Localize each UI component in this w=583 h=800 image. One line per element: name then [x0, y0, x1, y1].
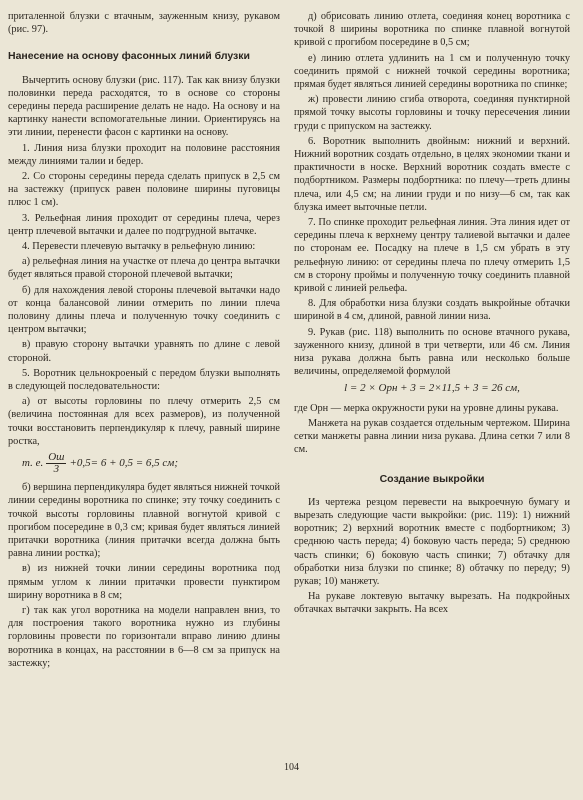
formula-sleeve-length: l = 2 × Орн + 3 = 2×11,5 + 3 = 26 см, [344, 382, 520, 395]
paragraph: а) от высоты горловины по плечу отмерить 2,5 см (величина постоянная для всех размеров), из полученной точки восстановить перпендикуляр к плечу, равный ширине ростка, [8, 396, 280, 447]
paragraph: в) правую сторону вытачки уравнять по длине с левой стороной. [8, 339, 280, 364]
paragraph: Из чертежа резцом перевести на выкроечную бумагу и вырезать следующие части выкройки: (рис. 119): 1) нижний воротник; 2) верхний воротник вместе с подбортником; 3) среднюю часть переда; 4) боковую часть переда; 5) среднюю часть спинки; 6) боковую часть спинки; 7) обтачку для обработки низа блузки по спинке; 8) обтачку по переду; 9) рукав; 10) манжету. [294, 496, 570, 587]
formula-denominator: 3 [53, 463, 60, 476]
paragraph: На рукаве локтевую вытачку вырезать. На подкройных обтачках вытачки закрыть. На всех [294, 591, 570, 616]
paragraph: 7. По спинке проходит рельефная линия. Эта линия идет от середины плеча к верхнему центру талиевой вытачки и далее по сторонам ее. Посадку на плече в 1,5 см убрать в эту рельефную линию: от середины плеча по плечу отмерить 1,5 см в сторону проймы и полученную точку соединить плавной кривой с линией рельефа. [294, 217, 570, 295]
intro-text: приталенной блузки с втачным, зауженным книзу, рукавом (рис. 97). [8, 11, 280, 36]
formula-rest: +0,5= 6 + 0,5 = 6,5 см; [69, 456, 178, 469]
paragraph: 3. Рельефная линия проходит от середины плеча, через центр плечевой вытачки и далее по подгрудной вытачке. [8, 212, 280, 237]
paragraph: ж) провести линию сгиба отворота, соединяя пунктирной прямой точку высоты горловины и точку пересечения линии груди с припуском на застежку. [294, 94, 570, 132]
paragraph: 2. Со стороны середины переда сделать припуск в 2,5 см на застежку (припуск равен половине ширины пуговицы плюс 1 см). [8, 171, 280, 209]
paragraph: Вычертить основу блузки (рис. 117). Так как внизу блузки половинки переда расходятся, то в основе со стороны середины переда расширение делать не надо. На основу и на картинку нанести вспомогательные линии. Ориентируясь на эти линии, перенести фасон с картинки на основу. [8, 74, 280, 139]
paragraph: Манжета на рукав создается отдельным чертежом. Ширина сетки манжеты равна линии низа рукава. Длина сетки 7 или 8 см. [294, 417, 570, 456]
paragraph: 8. Для обработки низа блузки создать выкройные обтачки шириной в 4 см, длиной, равной линии низа. [294, 298, 570, 323]
paragraph: б) вершина перпендикуляра будет являться нижней точкой линии середины воротника по спинке; эту точку соединить с точкой высоты горловины плавной вогнутой кривой с прогибом посередине в 0,3 см; кривая будет являться линией притачки воротника (линия притачки всегда должна быть равна линии ростка); [8, 482, 280, 560]
paragraph: е) линию отлета удлинить на 1 см и полученную точку соединить прямой с нижней точкой середины воротника; прямая будет являться линией середины воротника по спинке; [294, 52, 570, 91]
paragraph: где Орн — мерка окружности руки на уровне длины рукава. [294, 402, 559, 414]
right-column [294, 10, 570, 619]
paragraph: 9. Рукав (рис. 118) выполнить по основе втачного рукава, зауженного книзу, длиной в три четверти, или 46 см. Линия низа рукава должна быть равна или несколько больше величины, определяемой формулой [294, 326, 570, 378]
paragraph: 5. Воротник цельнокроеный с передом блузки выполнять в следующей последовательности: [8, 367, 280, 393]
section-heading-pattern-making: Создание выкройки [379, 472, 485, 485]
paragraph: 1. Линия низа блузки проходит на половине расстояния между линиями талии и бедер. [8, 142, 280, 167]
paragraph: в) из нижней точки линии середины воротника под прямым углом к линии притачки провести пунктиром ширину воротника в 8 см; [8, 563, 280, 601]
paragraph: 4. Перевести плечевую вытачку в рельефную линию: [22, 241, 256, 253]
formula-collar-height [22, 452, 280, 475]
paragraph: д) обрисовать линию отлета, соединяя конец воротника с точкой 8 ширины воротника по спинке плавной вогнутой кривой с прогибом посередине в 0,5 см; [294, 11, 570, 49]
paragraph: г) так как угол воротника на модели направлен вниз, то для построения такого воротника нужно из глубины горловины провести по горизонтали вправо линию длины воротника в концах, на расстоянии в 6—8 см за припуск на застежку; [8, 604, 280, 669]
paragraph: б) для нахождения левой стороны плечевой вытачки надо от конца балансовой линии отмерить по линии плеча половину длины плеча и полученную точку соединить с центром вытачки; [8, 284, 280, 336]
formula-numerator: Ош [48, 451, 65, 464]
formula-fraction [46, 452, 66, 475]
paragraph: 6. Воротник выполнить двойным: нижний и верхний. Нижний воротник создать отдельно, в целях экономии ткани и практичности в носке. Верхний воротник создать вместе с подбортником. Размеры подбортника: по плечу—треть длины плеча, или 4,5 см; на линии груди и по низу—6 см, так как блузка имеет выточные петли. [294, 135, 570, 213]
left-column [8, 10, 280, 672]
paragraph: а) рельефная линия на участке от плеча до центра вытачки будет являться правой стороной плечевой вытачки; [8, 256, 280, 281]
formula-prefix: т. е. [22, 456, 44, 469]
page-number: 104 [284, 762, 299, 773]
section-heading-patterns: Нанесение на основу фасонных линий блузки [8, 50, 250, 63]
